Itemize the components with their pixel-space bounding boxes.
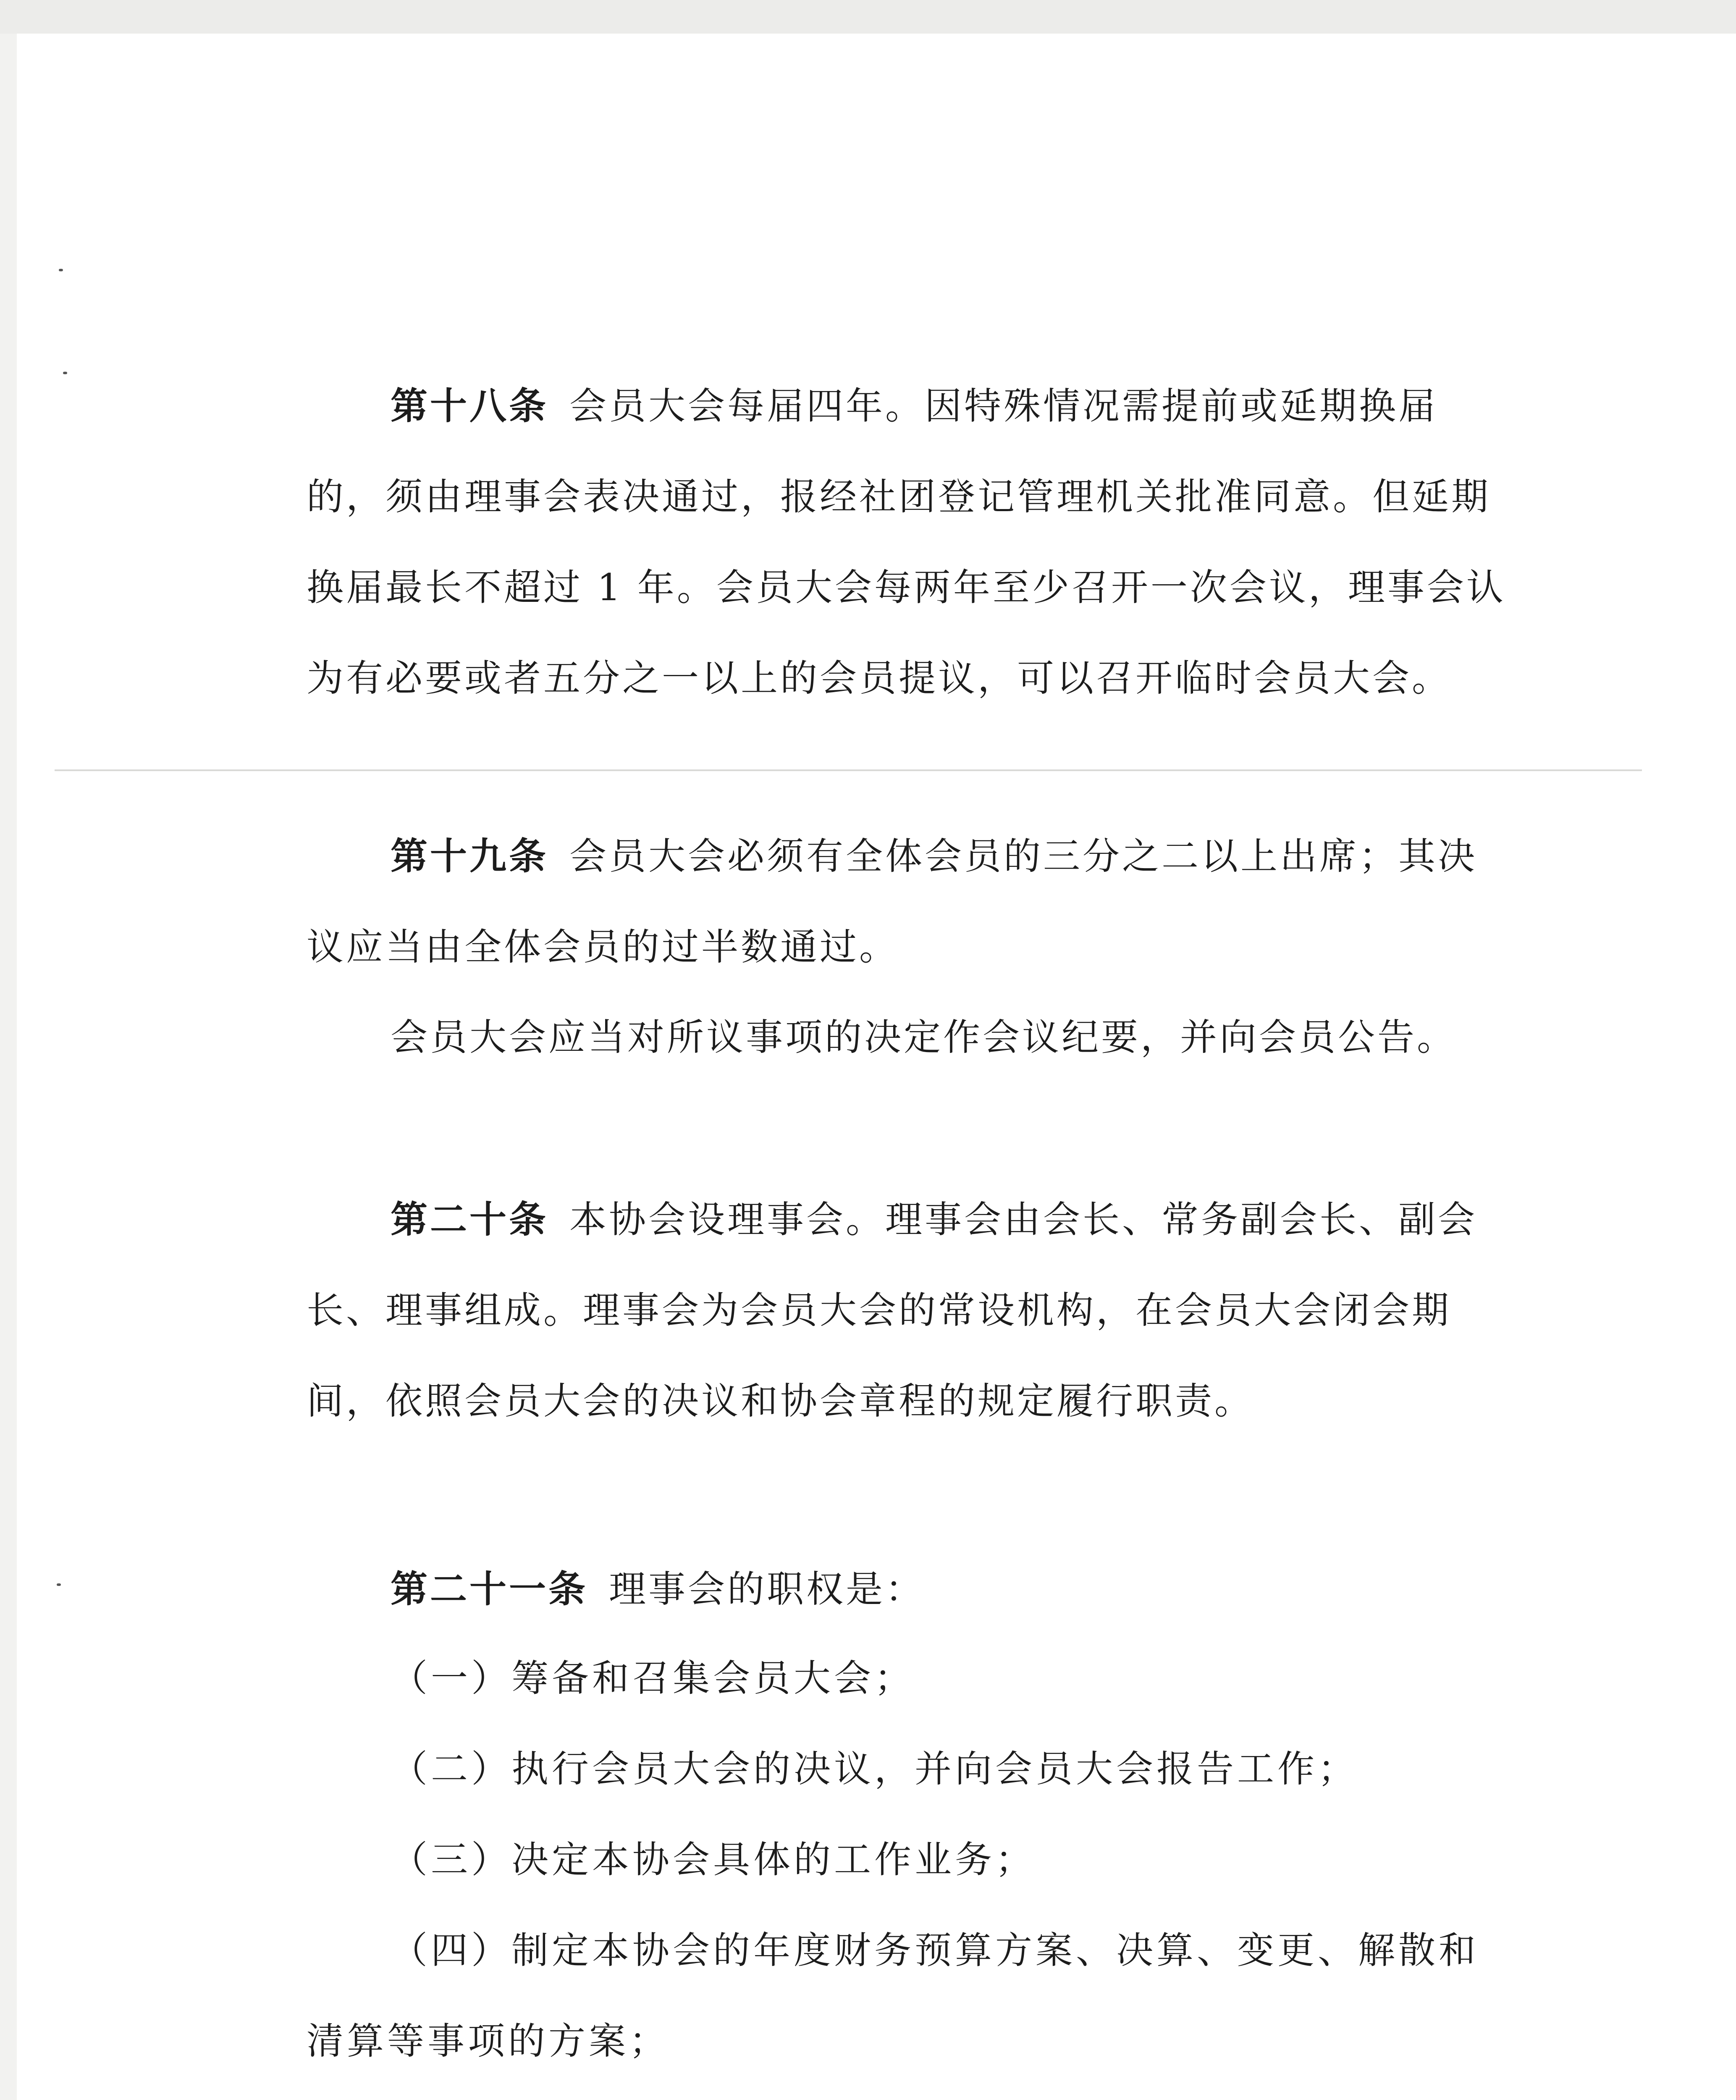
article-21-item-1: （一）筹备和召集会员大会； (391, 1656, 915, 1700)
article-19-extra: 会员大会应当对所议事项的决定作会议纪要，并向会员公告。 (391, 1016, 1457, 1059)
article-18-body: 会员大会每届四年。因特殊情况需提前或延期换届的，须由理事会表决通过，报经社团登记管理机关批准同意。但延期换届最长不超过 1 年。会员大会每两年至少召开一次会议，理事会认为有必要或者五分之一以上的会员提议，可以召开临时会员大会。 (307, 384, 1506, 700)
scan-top-margin (0, 0, 1736, 34)
article-21-body: 理事会的职权是： (609, 1567, 925, 1611)
article-20-number: 第二十条 (391, 1197, 549, 1241)
article-21-item-4: （四）制定本协会的年度财务预算方案、决算、变更、解散和清算等事项的方案； (307, 1929, 1479, 2063)
article-21-item-5 (307, 2087, 1512, 2100)
article-21 (307, 1544, 1512, 1635)
article-19-body: 会员大会必须有全体会员的三分之二以上出席；其决议应当由全体会员的过半数通过。 (307, 835, 1478, 969)
article-21-item-2: （二）执行会员大会的决议，并向会员大会报告工作； (391, 1747, 1358, 1790)
article-19 (307, 811, 1512, 992)
article-21-number: 第二十一条 (391, 1567, 588, 1611)
scan-fold-line (55, 769, 1642, 771)
scan-speck (57, 1583, 61, 1586)
article-20 (307, 1174, 1512, 1446)
article-20-body: 本协会设理事会。理事会由会长、常务副会长、副会长、理事组成。理事会为会员大会的常设机构，在会员大会闭会期间，依照会员大会的决议和协会章程的规定履行职责。 (307, 1198, 1478, 1423)
scan-speck (59, 269, 63, 271)
article-21-item-3: （三）决定本协会具体的工作业务； (391, 1838, 1036, 1881)
article-19-number: 第十九条 (391, 834, 549, 878)
article-18-number: 第十八条 (391, 384, 549, 428)
article-18 (307, 360, 1512, 724)
scan-speck (63, 372, 67, 374)
